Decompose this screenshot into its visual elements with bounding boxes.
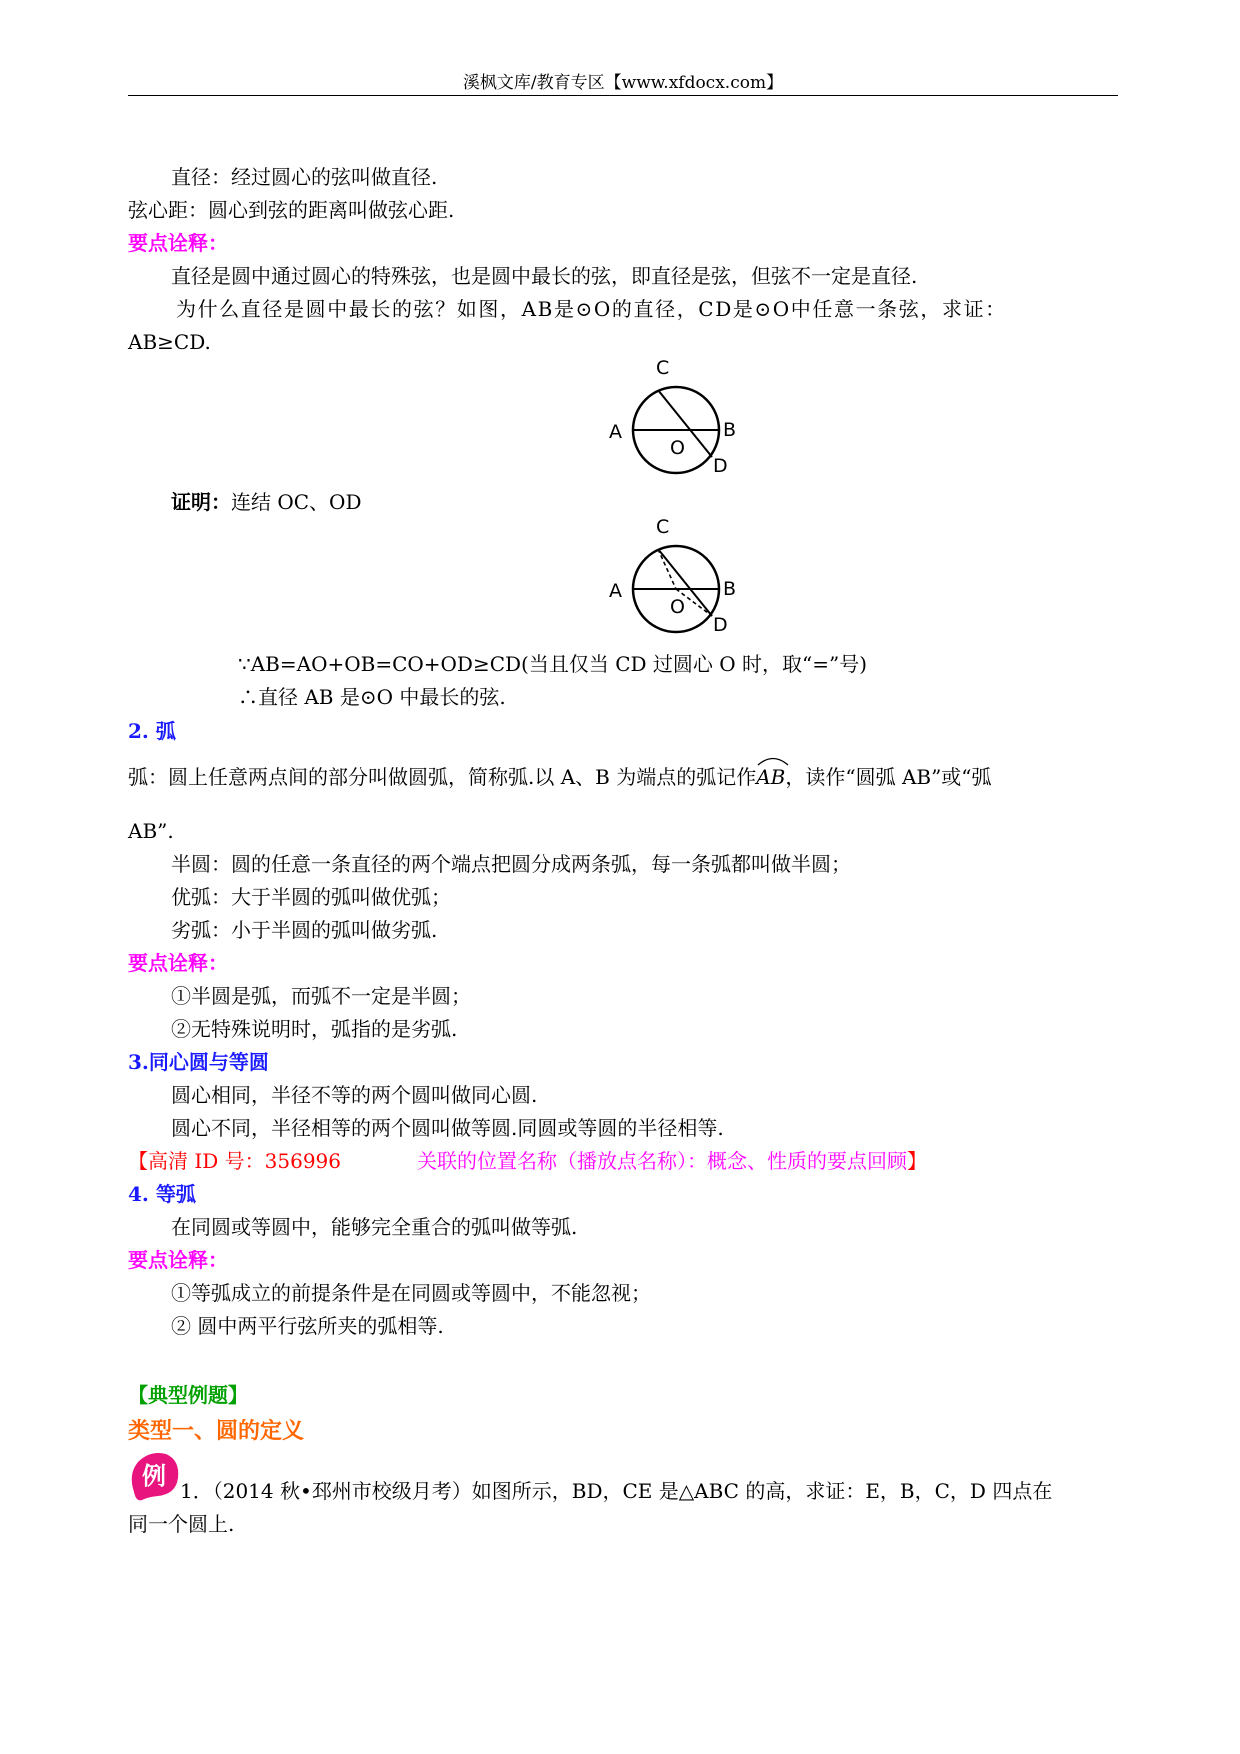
note-title-1: 要点诠释： xyxy=(128,231,228,255)
arc-definition-end: AB”. xyxy=(128,819,174,843)
fig1-label-c: C xyxy=(656,357,670,379)
video-close-bracket: 】 xyxy=(907,1149,928,1173)
fig2-label-c: C xyxy=(656,516,670,538)
example-badge-text: 例 xyxy=(142,1462,166,1490)
section4-title: 4. 等弧 xyxy=(128,1182,196,1206)
definition-chord-distance: 弦心距：圆心到弦的距离叫做弦心距. xyxy=(128,198,455,222)
proof-therefore: ∴直径 AB 是⊙O 中最长的弦. xyxy=(238,685,506,709)
fig2-label-d: D xyxy=(713,614,728,636)
section3-title: 3.同心圆与等圆 xyxy=(128,1050,269,1074)
fig1-label-d: D xyxy=(713,455,728,477)
video-id-value: 356996 xyxy=(264,1149,342,1173)
note1-paragraph: 直径是圆中通过圆心的特殊弦，也是圆中最长的弦，即直径是弦，但弦不一定是直径. xyxy=(171,264,918,288)
proof-label: 证明： xyxy=(171,490,231,514)
video-location: 关联的位置名称（播放点名称）：概念、性质的要点回顾 xyxy=(417,1149,908,1173)
circle-figure-1 xyxy=(604,356,754,480)
note2-item-2: ②无特殊说明时，弧指的是劣弧. xyxy=(171,1017,458,1041)
examples-heading: 【典型例题】 xyxy=(128,1383,248,1407)
arc-definition-mid: ，读作“圆弧 AB”或“弧 xyxy=(785,765,992,789)
fig2-label-a: A xyxy=(609,580,622,602)
fig2-label-o: O xyxy=(670,596,685,618)
major-arc-definition: 优弧：大于半圆的弧叫做优弧； xyxy=(171,885,451,909)
note1-question: 为什么直径是圆中最长的弦？如图，AB是⊙O的直径，CD是⊙O中任意一条弦，求证： xyxy=(176,297,1007,321)
fig2-label-b: B xyxy=(723,578,737,600)
proof-text: 连结 OC、OD xyxy=(231,490,362,514)
example1-question: 1．（2014 秋•邳州市校级月考）如图所示，BD，CE 是△ABC 的高，求证：E，B，C，D 四点在 xyxy=(180,1479,1053,1503)
note3-item-2: ② 圆中两平行弦所夹的弧相等. xyxy=(171,1314,444,1338)
arc-ab-symbol: AB xyxy=(756,762,785,790)
fig1-label-b: B xyxy=(723,419,737,441)
minor-arc-definition: 劣弧：小于半圆的弧叫做劣弧. xyxy=(171,918,438,942)
example1-question-end: 同一个圆上. xyxy=(128,1512,235,1536)
proof-line xyxy=(171,489,1161,515)
type1-heading: 类型一、圆的定义 xyxy=(128,1418,305,1444)
section4-paragraph: 在同圆或等圆中，能够完全重合的弧叫做等弧. xyxy=(171,1215,578,1239)
section3-paragraph-2: 圆心不同，半径相等的两个圆叫做等圆.同圆或等圆的半径相等. xyxy=(171,1116,724,1140)
proof-because: ∵AB=AO+OB=CO+OD≥CD(当且仅当 CD 过圆心 O 时，取“=”号) xyxy=(238,652,868,676)
note3-item-1: ①等弧成立的前提条件是在同圆或等圆中，不能忽视； xyxy=(171,1281,651,1305)
fig1-label-a: A xyxy=(609,421,622,443)
header-rule xyxy=(128,95,1118,96)
definition-diameter: 直径：经过圆心的弦叫做直径. xyxy=(171,165,438,189)
video-reference xyxy=(128,1148,1118,1174)
video-id-label: 【高清 ID 号： xyxy=(128,1149,265,1173)
fig1-label-o: O xyxy=(670,437,685,459)
note1-question-end: AB≥CD. xyxy=(128,330,211,354)
note2-item-1: ①半圆是弧，而弧不一定是半圆； xyxy=(171,984,471,1008)
section3-paragraph-1: 圆心相同，半径不等的两个圆叫做同心圆. xyxy=(171,1083,538,1107)
arc-mark-icon xyxy=(756,754,790,766)
circle-figure-2 xyxy=(604,515,754,639)
arc-definition xyxy=(128,762,1118,790)
note-title-3: 要点诠释： xyxy=(128,1248,228,1272)
section2-title: 2. 弧 xyxy=(128,719,176,743)
example-badge-icon xyxy=(128,1450,182,1502)
page-header: 溪枫文库/教育专区【www.xfdocx.com】 xyxy=(462,73,784,93)
semicircle-definition: 半圆：圆的任意一条直径的两个端点把圆分成两条弧，每一条弧都叫做半圆； xyxy=(171,852,851,876)
note-title-2: 要点诠释： xyxy=(128,951,228,975)
arc-definition-start: 弧：圆上任意两点间的部分叫做圆弧，简称弧.以 A、B 为端点的弧记作 xyxy=(128,765,757,789)
